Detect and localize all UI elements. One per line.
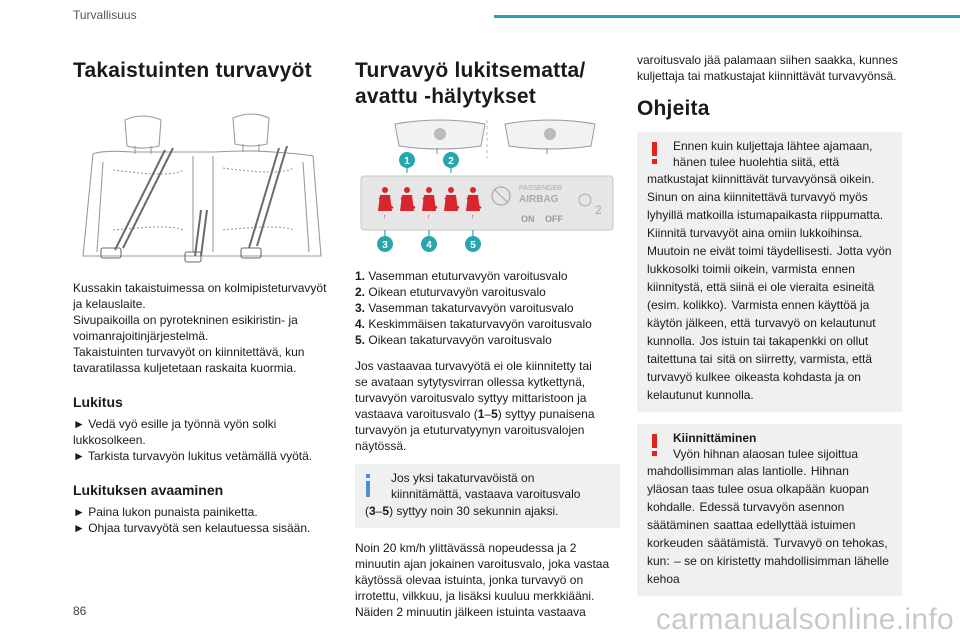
- heading-seatbelt-alerts: Turvavyö lukitsematta/ avattu -hälytykset: [355, 59, 586, 108]
- svg-text:AIRBAG: AIRBAG: [519, 194, 559, 205]
- warning-icon: [651, 142, 659, 164]
- svg-text:PASSENGER: PASSENGER: [519, 185, 563, 192]
- svg-text:5: 5: [470, 240, 476, 251]
- section-title: Turvallisuus: [73, 8, 137, 22]
- page-number: 86: [73, 604, 87, 618]
- header-accent-bar: [494, 15, 960, 18]
- heading-locking: Lukitus: [73, 394, 123, 410]
- alert-description: Jos vastaavaa turvavyötä ei ole kiinnitetty tai se avataan sytytysvirran ollessa kytkettynä, turvavyön varoitusvalo syttyy mittaristoon ja vastaava varoitusvalo (1–5) syttyy punaisena turvavyön ja etuturvatyynyn varoitusvalojen näytössä.: [355, 359, 595, 453]
- svg-text:↑: ↑: [471, 214, 475, 221]
- column-seatbelt-alerts: [355, 52, 620, 620]
- info-icon: [363, 474, 373, 498]
- warning-light-legend: [355, 268, 620, 348]
- list-item: 3. Vasemman takaturvavyön varoitusvalo: [355, 301, 574, 315]
- svg-text:OFF: OFF: [545, 214, 563, 224]
- svg-text:1: 1: [404, 156, 410, 167]
- info-note: Jos yksi takaturvavöistä on kiinnitämättä, vastaava varoitusvalo (3–5) syttyy noin 30 sekunnin ajaksi.: [355, 464, 620, 528]
- watermark: carmanualsonline.info: [655, 603, 954, 636]
- locking-steps: ► Vedä vyö esille ja työnnä vyön solki lukkosolkeen. ► Tarkista turvavyön lukitus vetämällä vyötä.: [73, 417, 313, 463]
- svg-text:ON: ON: [521, 214, 535, 224]
- list-item: 4. Keskimmäisen takaturvavyön varoitusvalo: [355, 317, 592, 331]
- continued-text: varoitusvalo jää palamaan siihen saakka, kunnes kuljettaja tai matkustajat kiinnittävät turvavyönsä.: [637, 53, 898, 83]
- flashing-description: Noin 20 km/h ylittävässä nopeudessa ja 2 minuutin ajan jokainen varoitusvalo, joka vastaa käytössä olevaa istuinta, jonka turvavyö on irrotettu, vilkkuu, ja lisäksi kuuluu merkkiääni. Näiden 2 minuutin jälkeen istuinta vastaava: [355, 541, 610, 619]
- heading-unlocking: Lukituksen avaaminen: [73, 482, 224, 498]
- rear-seatbelts-intro: Kussakin takaistuimessa on kolmipisteturvavyöt ja kelauslaite. Sivupaikoilla on pyrotekninen esikiristin- ja voimanrajoitinjärjestelmä. Takaistuinten turvavyöt on kiinnitettävä, kun tavaratilassa kuljetetaan raskaita kuormia.: [73, 281, 327, 375]
- list-item: 2. Oikean etuturvavyön varoitusvalo: [355, 285, 546, 299]
- column-instructions: [637, 52, 902, 596]
- warning-icon: [651, 434, 659, 456]
- heading-instructions: Ohjeita: [637, 97, 710, 120]
- svg-text:4: 4: [426, 240, 432, 251]
- svg-text:3: 3: [382, 240, 388, 251]
- list-item: 5. Oikean takaturvavyön varoitusvalo: [355, 333, 552, 347]
- column-rear-seatbelts: [73, 52, 331, 536]
- svg-text:2: 2: [595, 203, 602, 217]
- svg-text:2: 2: [448, 156, 454, 167]
- heading-rear-seatbelts: Takaistuinten turvavyöt: [73, 59, 312, 82]
- warning-note-general: Ennen kuin kuljettaja lähtee ajamaan, hänen tulee huolehtia siitä, että matkustajat kiinnittävät turvavyönsä oikein. Sinun on aina kiinnitettävä turvavyö myös lyhyillä matkoilla istumapaikasta riippumatta. Kiinnitä turvavyöt aina omiin lukkoihinsa. Muutoin ne eivät toimi täydellisesti. Jotta vyön lukkosolki toimii oikein, varmista ennen kiinnitystä, että siinä ei ole vieraita esineitä (esim. kolikko). Varmista ennen käyttöä ja käytön jälkeen, että turvavyö on kelautunut kunnolla. Jos istuin tai takapenkki on ollut taitettuna tai sitä on siirretty, varmista, että turvavyö kulkee oikeasta kohdasta ja on kelautunut kunnolla.: [637, 132, 902, 412]
- svg-text:↑: ↑: [427, 214, 431, 221]
- seatbelt-warning-diagram: [355, 118, 620, 258]
- unlocking-steps: ► Paina lukon punaista painiketta. ► Ohjaa turvavyötä sen kelautuessa sisään.: [73, 505, 311, 535]
- warning-note-fastening: Kiinnittäminen Vyön hihnan alaosan tulee sijoittua mahdollisimman alas lantiolle. Hihnan yläosan taas tulee osua olkapään kuopan kohdalle. Edessä turvavyön asennon säätäminen saattaa edellyttää istuimen korkeuden säätämistä. Turvavyö on tehokas, kun: – se on kiristetty mahdollisimman lähelle kehoa: [637, 424, 902, 596]
- list-item: 1. Vasemman etuturvavyön varoitusvalo: [355, 269, 568, 283]
- svg-text:↑: ↑: [383, 214, 387, 221]
- rear-seat-illustration: [73, 110, 331, 270]
